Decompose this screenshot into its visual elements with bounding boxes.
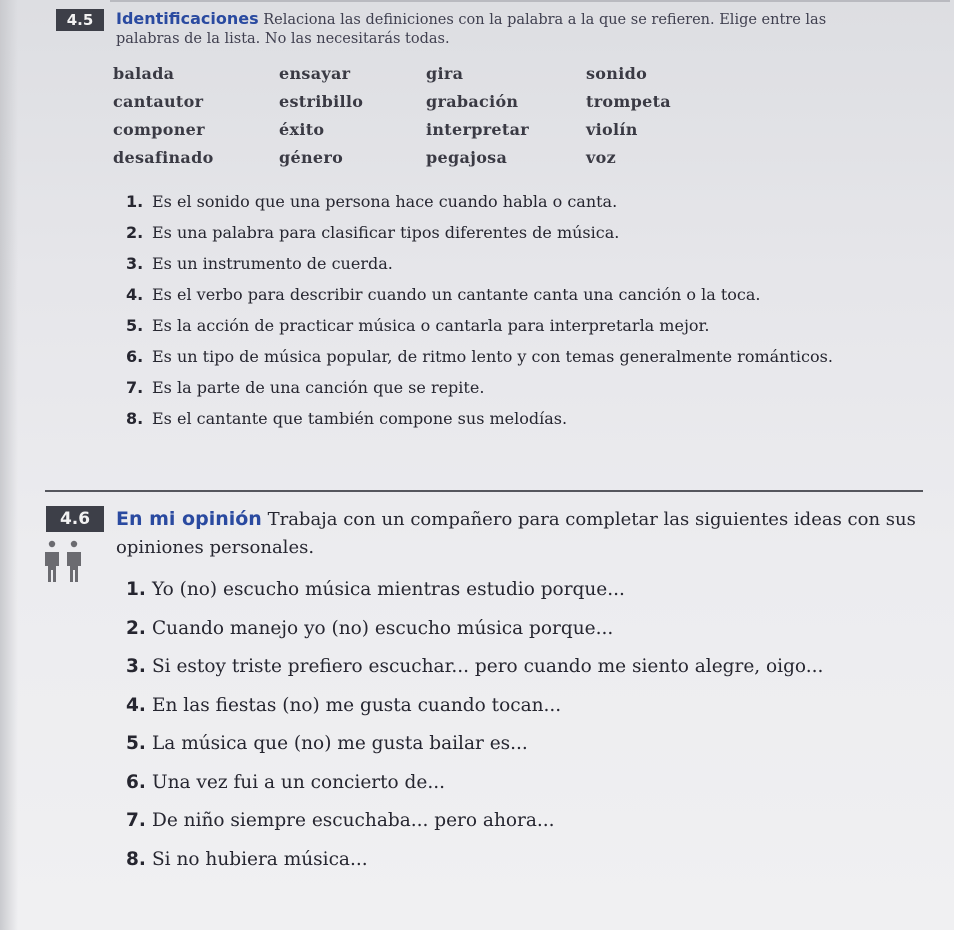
list-item [126,617,916,641]
item-number: 7. [126,378,144,397]
section-divider [45,490,923,492]
list-item [126,253,846,274]
item-text: Es una palabra para clasificar tipos diferentes de música. [152,223,620,242]
word-bank-item: pegajosa [426,148,508,167]
item-number: 5. [126,316,144,335]
word-bank-item: cantautor [113,92,204,111]
exercise-title: Identificaciones [116,9,259,28]
item-text: Es un tipo de música popular, de ritmo lento y con temas generalmente románticos. [152,347,833,366]
item-number: 1. [126,192,144,211]
item-text: Si estoy triste prefiero escuchar... pero cuando me siento alegre, oigo... [152,656,824,677]
opinion-list [126,578,916,872]
list-item [126,408,846,429]
item-text: Es la acción de practicar música o cantarla para interpretarla mejor. [152,316,710,335]
word-bank-item: éxito [279,120,325,139]
list-item [126,346,842,367]
item-number: 4. [126,694,146,716]
page-top-edge [110,0,950,2]
exercise-title: En mi opinión [116,508,262,530]
item-number: 2. [126,617,146,639]
item-text: Cuando manejo yo (no) escucho música porque... [152,617,614,639]
list-item [126,694,916,718]
word-bank-item: trompeta [586,92,671,111]
list-item [126,809,916,833]
word-bank-item: voz [586,148,616,167]
item-text: Yo (no) escucho música mientras estudio porque... [152,579,625,600]
pair-work-icon [44,540,84,584]
list-item [126,284,846,305]
exercise-number-badge: 4.5 [56,9,104,31]
instruction-text: Relaciona las definiciones con la palabra a la que se refieren. Elige entre las palabras de la lista. No las necesitarás todas. [116,12,827,47]
item-text: De niño siempre escuchaba... pero ahora... [152,810,555,831]
item-number: 8. [126,409,144,428]
word-bank-item: estribillo [279,92,364,111]
exercise-number-badge: 4.6 [46,506,104,532]
item-number: 5. [126,733,146,754]
item-number: 4. [126,285,144,304]
page-binding-shadow [0,0,18,930]
item-number: 3. [126,254,144,273]
word-bank [113,64,706,167]
exercise-instruction [116,505,916,562]
word-bank-item: balada [113,64,175,83]
word-bank-item: componer [113,120,205,139]
word-bank-item: violín [586,120,638,139]
item-text: Es el sonido que una persona hace cuando habla o canta. [152,192,618,211]
item-text: En las fiestas (no) me gusta cuando tocan... [152,694,562,716]
item-number: 6. [126,771,146,793]
word-bank-item: gira [426,64,464,83]
list-item [126,222,846,243]
word-bank-item: sonido [586,64,648,83]
list-item [126,732,916,756]
list-item [126,578,916,602]
list-item [126,315,846,336]
item-number: 3. [126,656,146,677]
list-item [126,377,846,398]
item-text: Una vez fui a un concierto de... [152,771,445,793]
item-text: Es el verbo para describir cuando un cantante canta una canción o la toca. [152,285,761,304]
word-bank-item: desafinado [113,148,214,167]
list-item [126,771,916,795]
item-text: La música que (no) me gusta bailar es... [152,733,528,754]
item-text: Es el cantante que también compone sus melodías. [152,409,568,428]
item-number: 7. [126,810,146,831]
item-text: Es un instrumento de cuerda. [152,254,393,273]
item-text: Si no hubiera música... [152,848,368,870]
list-item [126,848,916,872]
definition-list [126,191,846,429]
list-item [126,191,846,212]
word-bank-item: género [279,148,344,167]
item-number: 8. [126,848,146,870]
item-number: 6. [126,347,144,366]
word-bank-item: ensayar [279,64,351,83]
word-bank-item: interpretar [426,120,529,139]
item-number: 2. [126,223,144,242]
instruction-text: Trabaja con un compañero para completar las siguientes ideas con sus opiniones personales. [116,509,916,558]
item-text: Es la parte de una canción que se repite. [152,378,485,397]
word-bank-item: grabación [426,92,519,111]
list-item [126,655,916,679]
item-number: 1. [126,579,146,600]
exercise-instruction [116,9,846,49]
